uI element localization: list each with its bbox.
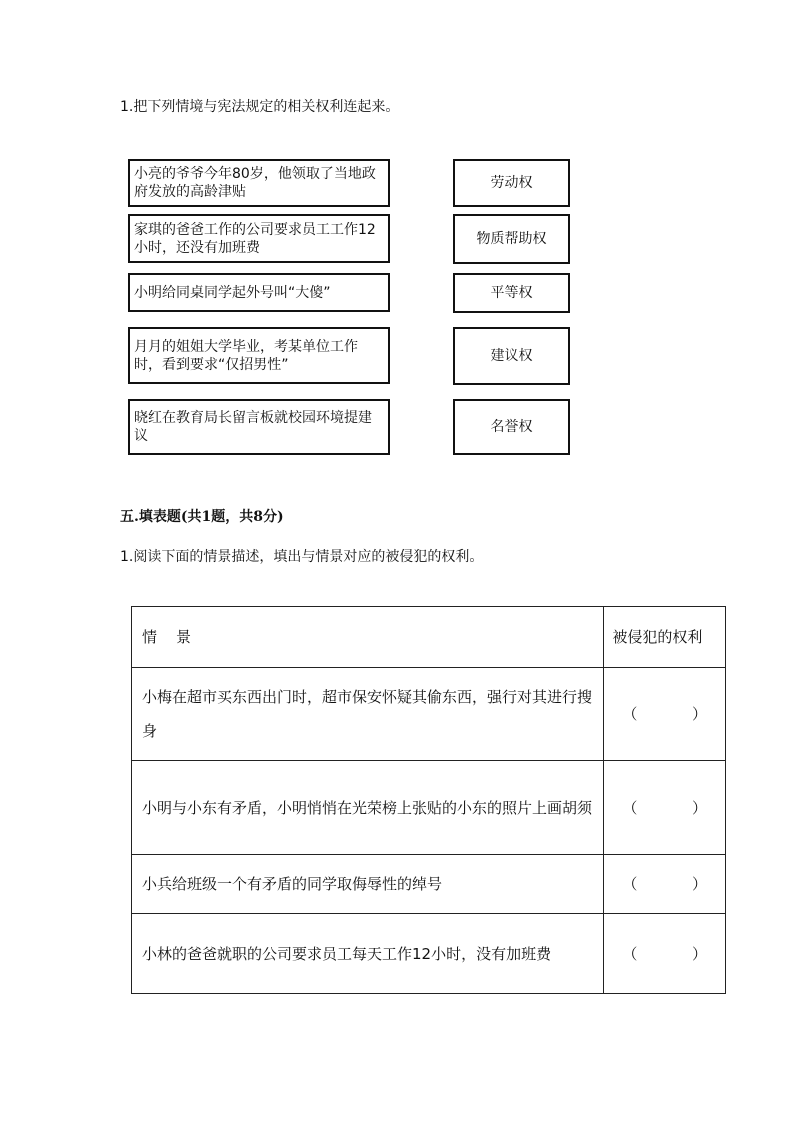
answer-cell[interactable] <box>604 914 726 994</box>
situation-text: 晓红在教育局长留言板就校园环境提建议 <box>134 410 372 444</box>
question-1-text: 1.把下列情境与宪法规定的相关权利连起来。 <box>120 99 400 115</box>
paren-left: （ <box>622 798 638 817</box>
right-box-reputation[interactable] <box>453 399 570 455</box>
paren-left: （ <box>622 875 638 893</box>
situation-text: 月月的姐姐大学毕业，考某单位工作时，看到要求“仅招男性” <box>134 338 358 373</box>
paren-right: ） <box>691 875 707 893</box>
situation-text: 小明给同桌同学起外号叫“大傻” <box>134 284 331 301</box>
table-row <box>132 914 726 994</box>
table-header-row <box>132 607 726 668</box>
right-box-material-aid[interactable] <box>453 214 570 264</box>
paren-left: （ <box>622 944 638 963</box>
right-text: 名誉权 <box>490 419 533 435</box>
scene-cell: 小明与小东有矛盾，小明悄悄在光荣榜上张贴的小东的照片上画胡须 <box>132 761 604 855</box>
situation-box-5[interactable] <box>128 399 390 455</box>
paren-left: （ <box>622 705 638 723</box>
paren-right: ） <box>691 798 707 817</box>
paren-right: ） <box>691 705 707 723</box>
right-text: 物质帮助权 <box>476 231 547 247</box>
situation-box-4[interactable] <box>128 327 390 384</box>
right-text: 劳动权 <box>490 175 533 191</box>
question-2-text: 1.阅读下面的情景描述，填出与情景对应的被侵犯的权利。 <box>120 549 484 565</box>
situation-box-3[interactable] <box>128 273 390 312</box>
header-violated-right: 被侵犯的权利 <box>604 607 726 668</box>
answer-cell[interactable] <box>604 668 726 761</box>
header-scene: 情 景 <box>132 607 604 668</box>
rights-table <box>131 606 726 994</box>
right-box-suggestion[interactable] <box>453 327 570 385</box>
scene-cell: 小林的爸爸就职的公司要求员工每天工作12小时，没有加班费 <box>132 914 604 994</box>
right-box-labor[interactable] <box>453 159 570 207</box>
table-row <box>132 855 726 914</box>
section-title: 五.填表题(共1题，共8分) <box>120 509 284 525</box>
right-text: 建议权 <box>490 348 533 364</box>
right-box-equality[interactable] <box>453 273 570 313</box>
scene-cell: 小梅在超市买东西出门时，超市保安怀疑其偷东西，强行对其进行搜身 <box>132 668 604 761</box>
table-row <box>132 761 726 855</box>
situation-box-1[interactable] <box>128 159 390 207</box>
scene-cell: 小兵给班级一个有矛盾的同学取侮辱性的绰号 <box>132 855 604 914</box>
situation-text: 家琪的爸爸工作的公司要求员工工作12小时，还没有加班费 <box>134 221 376 256</box>
situation-text: 小亮的爷爷今年80岁，他领取了当地政府发放的高龄津贴 <box>134 166 376 200</box>
answer-cell[interactable] <box>604 761 726 855</box>
paren-right: ） <box>691 944 707 963</box>
table-row <box>132 668 726 761</box>
situation-box-2[interactable] <box>128 214 390 263</box>
answer-cell[interactable] <box>604 855 726 914</box>
right-text: 平等权 <box>490 285 533 301</box>
